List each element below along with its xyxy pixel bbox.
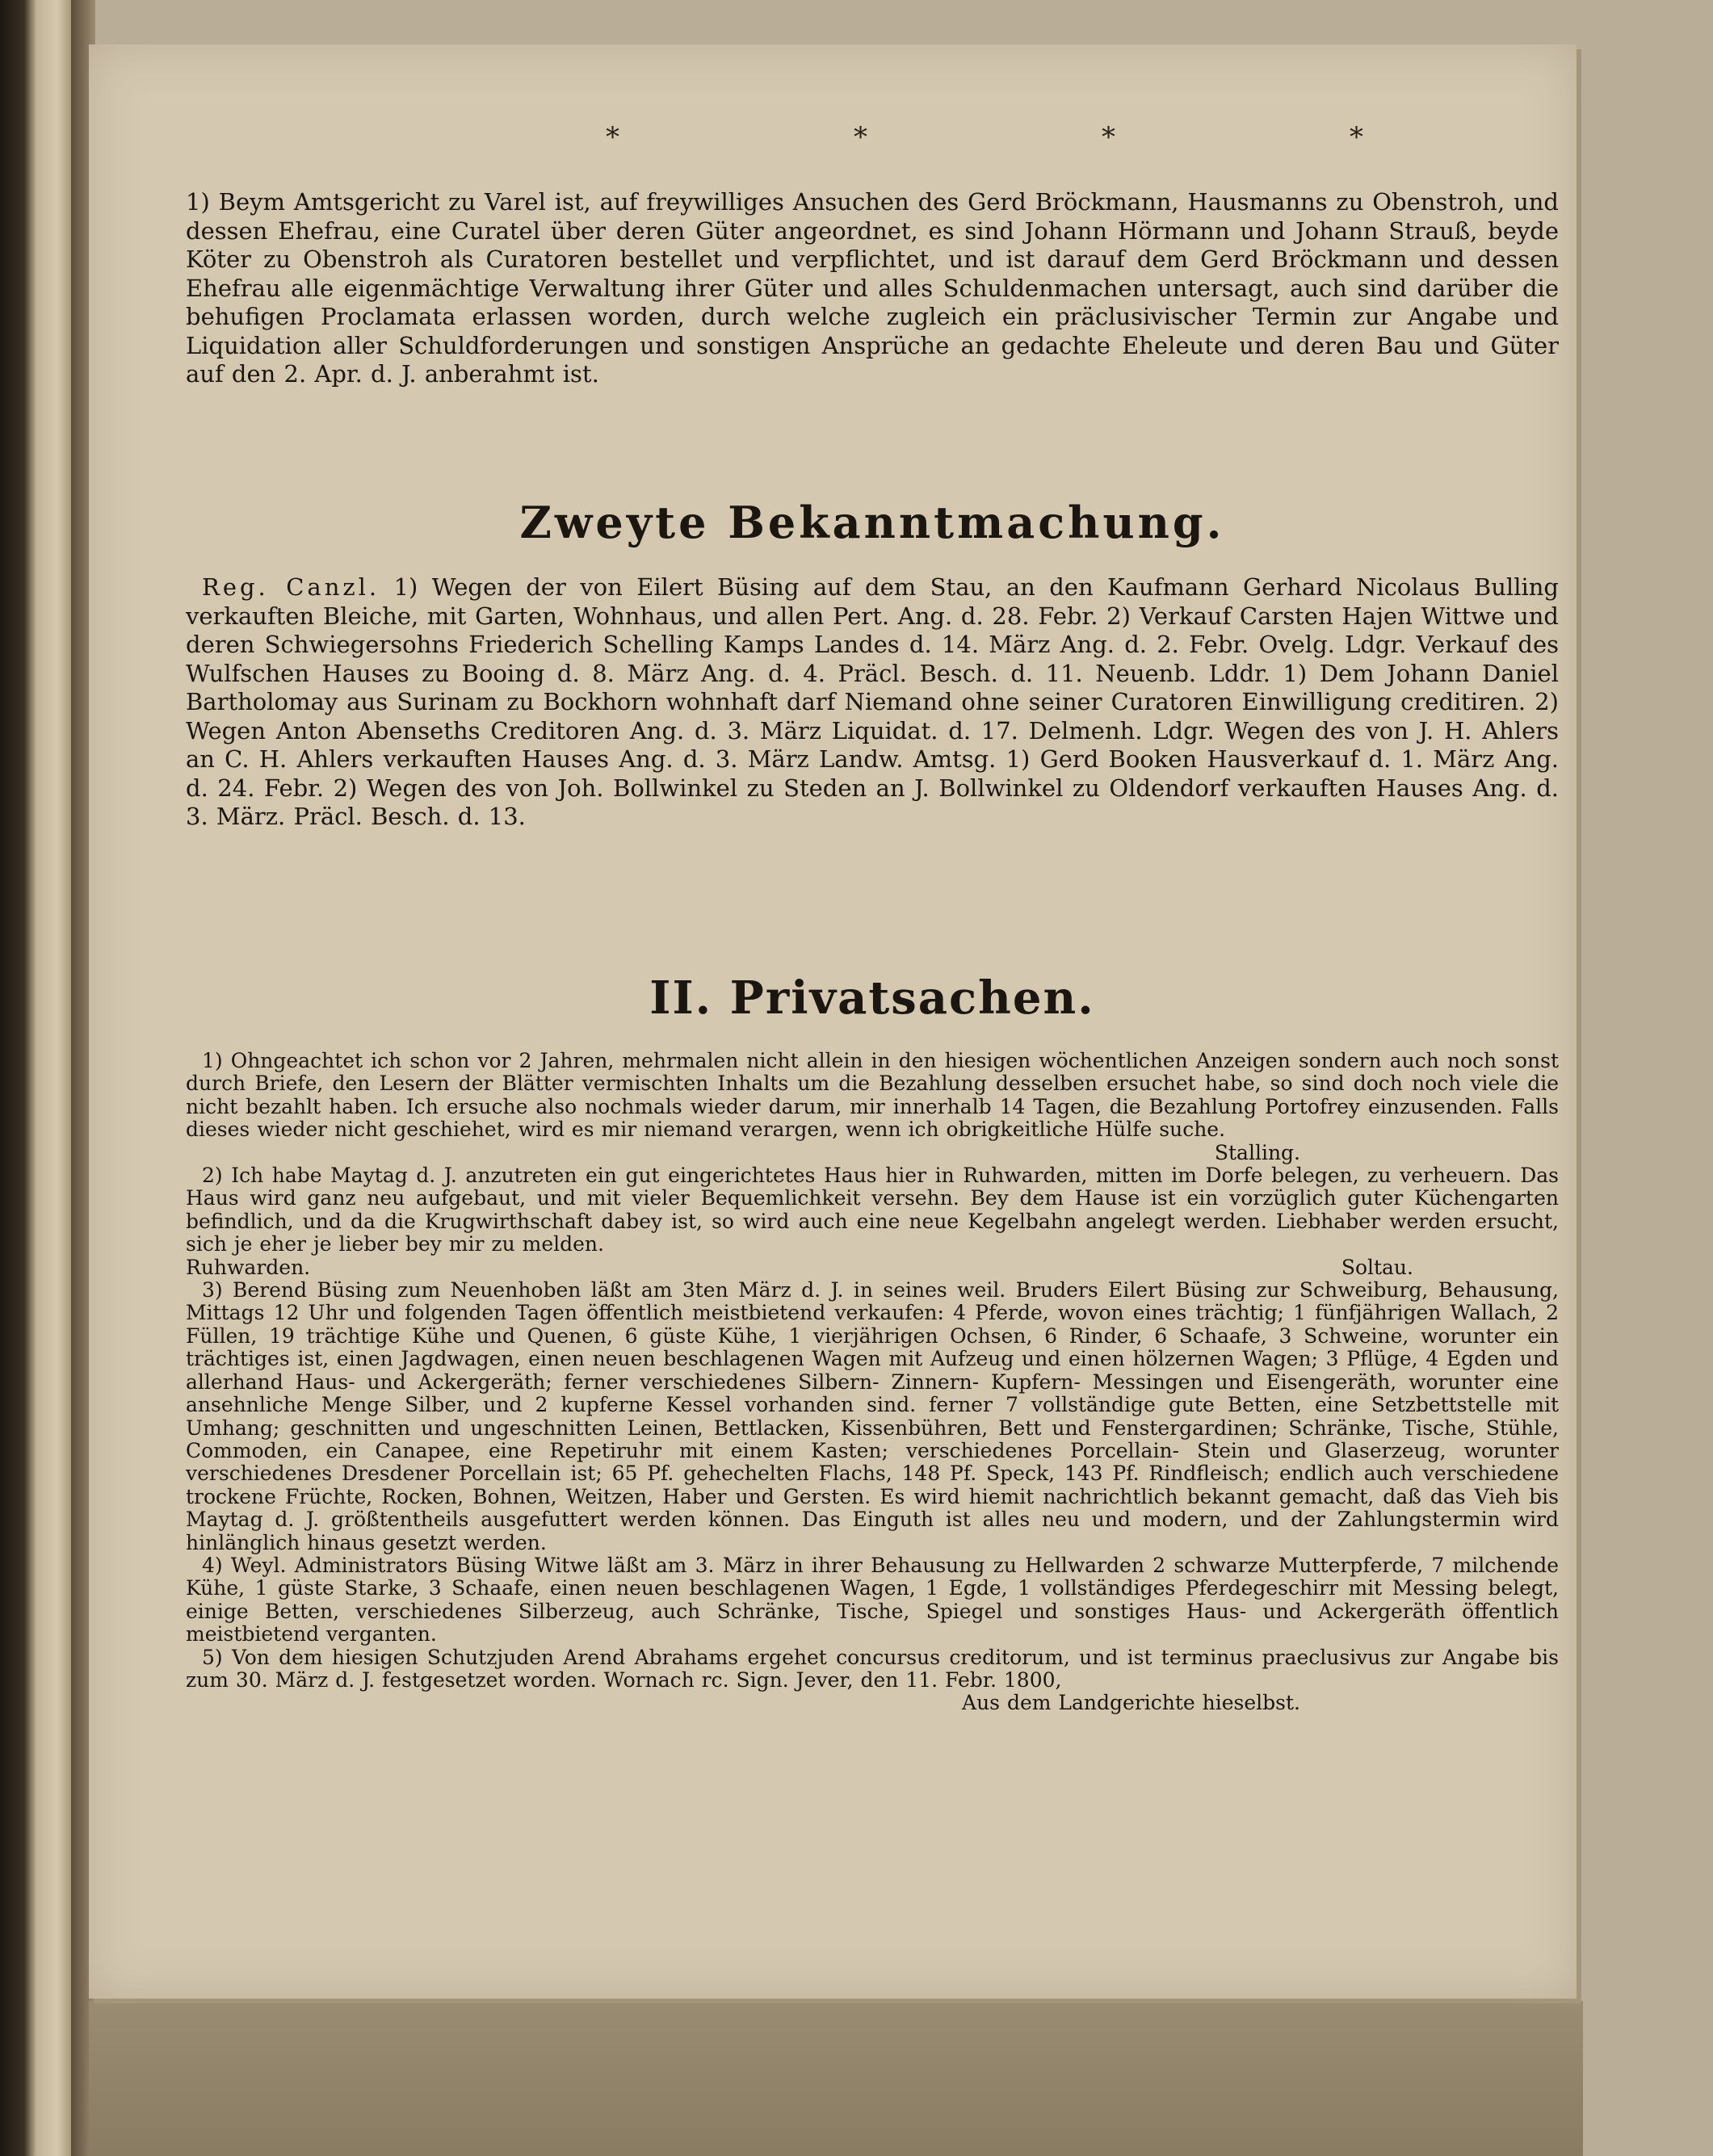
ornament-row bbox=[606, 121, 1363, 153]
privat-item-5: 5) Von dem hiesigen Schutzjuden Arend Abrahams ergehet concursus creditorum, und ist terminus praeclusivus zur Angabe bis zum 30. März d. J. festgesetzet worden. Wornach rc. Sign. Jever, den 11. Febr. 1800, bbox=[186, 1645, 1559, 1692]
notice-item-1: 1) Beym Amtsgericht zu Varel ist, auf freywilliges Ansuchen des Gerd Bröckmann, Hausmanns zu Obenstroh, und dessen Ehefrau, eine Curatel über deren Güter angeordnet, es sind Johann Hörmann und Johann Strauß, beyde Köter zu Obenstroh als Curatoren bestellet und verpflichtet, und ist darauf dem Gerd Bröckmann und dessen Ehefrau alle eigenmächtige Verwaltung ihrer Güter und alles Schuldenmachen untersagt, auch sind darüber die behufigen Proclamata erlassen worden, durch welche zugleich ein präclusivischer Termin zur Angabe und Liquidation aller Schuldforderungen und sonstigen Ansprüche an gedachte Eheleute und deren Bau und Güter auf den 2. Apr. d. J. anberahmt ist. bbox=[186, 188, 1559, 388]
section-heading-privatsachen: II. Privatsachen. bbox=[649, 971, 1095, 1025]
bekanntmachung-lead: Reg. Canzl. bbox=[202, 573, 380, 601]
bekanntmachung-text bbox=[186, 573, 1559, 832]
privat-item-2-place: Ruhwarden. bbox=[186, 1255, 311, 1279]
ornament-star: * bbox=[1350, 121, 1363, 153]
privat-item-3: 3) Berend Büsing zum Neuenhoben läßt am 3ten März d. J. in seines weil. Bruders Eilert Büsing zur Schweiburg, Behausung, Mittags 12 Uhr und folgenden Tagen öffentlich meistbietend verkaufen: 4 Pferde, wovon eines trächtig; 1 fünfjährigen Wallach, 2 Füllen, 19 trächtige Kühe und Quenen, 6 güste Kühe, 1 vierjährigen Ochsen, 6 Rinder, 6 Schaafe, 3 Schweine, worunter ein trächtiges ist, einen Jagdwagen, einen neuen beschlagenen Wagen mit Aufzeug und einen hölzernen Wagen; 3 Pflüge, 4 Egden und allerhand Haus- und Ackergeräth; ferner verschiedenes Silbern- Zinnern- Kupfern- Messingen und Eisengeräth, worunter eine ansehnliche Menge Silber, und 2 kupferne Kessel vorhanden sind. ferner 7 vollständige gute Betten, eine Setzbettstelle mit Umhang; geschnitten und ungeschnitten Leinen, Bettlacken, Kissenbühren, Bett und Fenstergardinen; Schränke, Tische, Stühle, Commoden, ein Canapee, eine Repetiruhr mit einem Kasten; verschiedenes Porcellain- Stein und Glaserzeug, worunter verschiedenes Dresdener Porcellain ist; 65 Pf. gehechelten Flachs, 148 Pf. Speck, 143 Pf. Rindfleisch; endlich auch verschiedene trockene Früchte, Rocken, Bohnen, Weitzen, Haber und Gersten. Es wird hiemit nachrichtlich bekannt gemacht, daß das Vieh bis Maytag d. J. größtentheils ausgefuttert werden können. Das Einguth ist alles neu und modern, und der Zahlungstermin wird hinlänglich hinaus gesetzt werden. bbox=[186, 1278, 1559, 1554]
document-page bbox=[89, 44, 1577, 1999]
privat-item-5-signature: Aus dem Landgerichte hieselbst. bbox=[962, 1691, 1300, 1715]
bekanntmachung-body: 1) Wegen der von Eilert Büsing auf dem Stau, an den Kaufmann Gerhard Nicolaus Bulling verkauften Bleiche, mit Garten, Wohnhaus, und allen Pert. Ang. d. 28. Febr. 2) Verkauf Carsten Hajen Wittwe und deren Schwiegersohns Friederich Schelling Kamps Landes d. 14. März Ang. d. 2. Febr. Ovelg. Ldgr. Verkauf des Wulfschen Hauses zu Booing d. 8. März Ang. d. 4. Präcl. Besch. d. 11. Neuenb. Lddr. 1) Dem Johann Daniel Bartholomay aus Surinam zu Bockhorn wohnhaft darf Niemand ohne seiner Curatoren Einwilligung creditiren. 2) Wegen Anton Abenseths Creditoren Ang. d. 3. März Liquidat. d. 17. Delmenh. Ldgr. Wegen des von J. H. Ahlers an C. H. Ahlers verkauften Hauses Ang. d. 3. März Landw. Amtsg. 1) Gerd Booken Hausverkauf d. 1. März Ang. d. 24. Febr. 2) Wegen des von Joh. Bollwinkel zu Steden an J. Bollwinkel zu Oldendorf verkauften Hauses Ang. d. 3. März. Präcl. Besch. d. 13. bbox=[186, 573, 1559, 830]
privat-item-1-signature: Stalling. bbox=[1214, 1140, 1300, 1164]
privat-item-2: 2) Ich habe Maytag d. J. anzutreten ein gut eingerichtetes Haus hier in Ruhwarden, mitten im Dorfe belegen, zu verheuern. Das Haus wird ganz neu aufgebaut, und mit vieler Bequemlichkeit versehn. Bey dem Hause ist ein vorzüglich guter Küchengarten befindlich, und da die Krugwirthschaft dabey ist, so wird auch eine neue Kegelbahn angelegt werden. Liebhaber werden ersucht, sich je eher je lieber bey mir zu melden. bbox=[186, 1164, 1559, 1256]
previous-page-edge bbox=[0, 0, 71, 2156]
privat-item-1: 1) Ohngeachtet ich schon vor 2 Jahren, mehrmalen nicht allein in den hiesigen wöchentlichen Anzeigen sondern auch noch sonst durch Briefe, den Lesern der Blätter vermischten Inhalts um die Bezahlung desselben ersuchet habe, so sind doch noch viele die nicht bezahlt haben. Ich ersuche also nochmals wieder darum, mir innerhalb 14 Tagen, die Bezahlung Portofrey einzusenden. Falls dieses wieder nicht geschiehet, wird es mir niemand verargen, wenn ich obrigkeitliche Hülfe suche. bbox=[186, 1049, 1559, 1142]
privat-item-2-footer bbox=[186, 1256, 1559, 1279]
privat-item-4: 4) Weyl. Administrators Büsing Witwe läßt am 3. März in ihrer Behausung zu Hellwarden 2 schwarze Mutterpferde, 7 milchende Kühe, 1 güste Starke, 3 Schaafe, einen neuen beschlagenen Wagen, 1 Egde, 1 vollständiges Pferdegeschirr mit Messing belegt, einige Betten, verschiedenes Silberzeug, auch Schränke, Tische, Spiegel und sonstiges Haus- und Ackergeräth öffentlich meistbietend verganten. bbox=[186, 1553, 1559, 1646]
section-heading-bekanntmachung: Zweyte Bekanntmachung. bbox=[519, 497, 1225, 548]
privat-item-2-signature: Soltau. bbox=[1341, 1255, 1413, 1279]
privatsachen-section bbox=[186, 1050, 1559, 1715]
background-below-page bbox=[89, 2001, 1583, 2156]
ornament-star: * bbox=[1102, 121, 1115, 153]
ornament-star: * bbox=[854, 121, 867, 153]
ornament-star: * bbox=[606, 121, 619, 153]
